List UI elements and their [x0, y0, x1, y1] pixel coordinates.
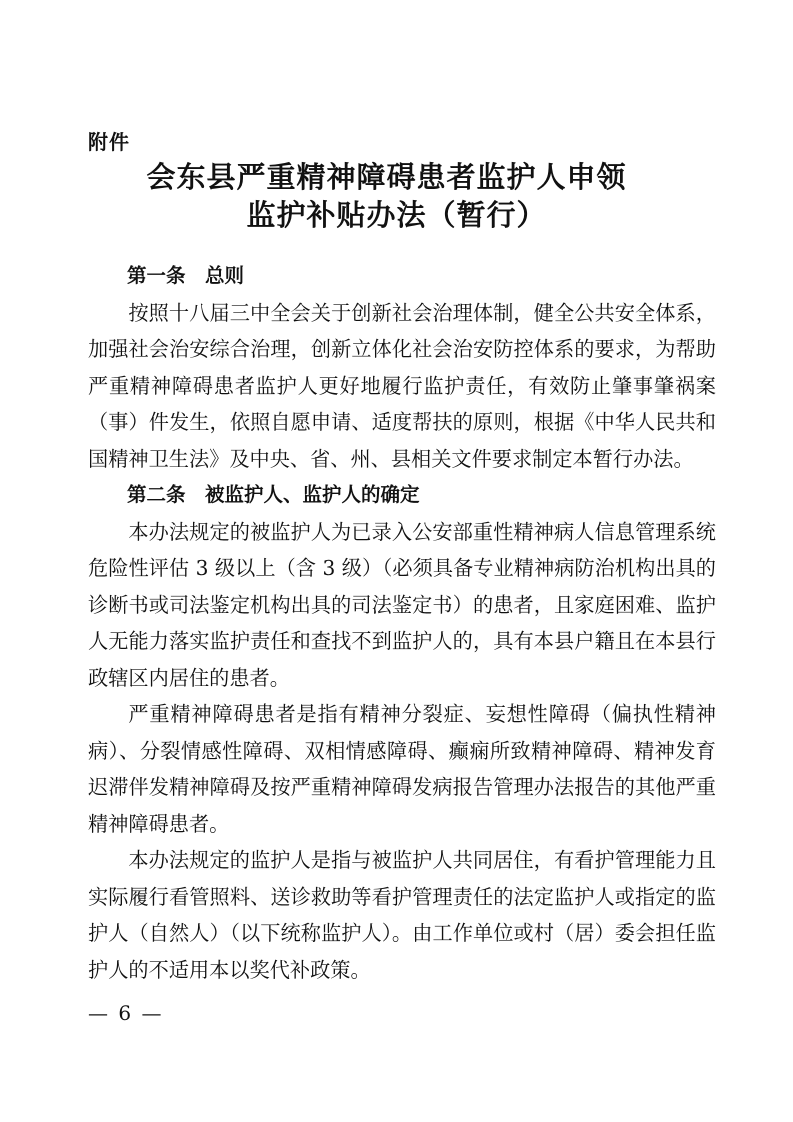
article-1-paragraph: 按照十八届三中全会关于创新社会治理体制，健全公共安全体系，加强社会治安综合治理，创新立体化社会治安防控体系的要求，为帮助严重精神障碍患者监护人更好地履行监护责任，有效防止肇事肇祸案（事）件发生，依照自愿申请、适度帮扶的原则，根据《中华人民共和国精神卫生法》及中央、省、州、县相关文件要求制定本暂行办法。: [88, 300, 716, 471]
article-2-paragraph-2: 严重精神障碍患者是指有精神分裂症、妄想性障碍（偏执性精神病）、分裂情感性障碍、双相情感障碍、癫痫所致精神障碍、精神发育迟滞伴发精神障碍及按严重精神障碍发病报告管理办法报告的其他严重精神障碍患者。: [88, 702, 716, 836]
document-title-line-1: 会东县严重精神障碍患者监护人申领: [146, 160, 627, 194]
article-2-heading: 第二条 被监护人、监护人的确定: [127, 483, 420, 506]
document-title-line-2: 监护补贴办法（暂行）: [246, 198, 547, 232]
article-2-paragraph-3: 本办法规定的监护人是指与被监护人共同居住，有看护管理能力且实际履行看管照料、送诊救助等看护管理责任的法定监护人或指定的监护人（自然人）（以下统称监护人）。由工作单位或村（居）委会担任监护人的不适用本以奖代补政策。: [88, 848, 716, 982]
article-2-paragraph-1: 本办法规定的被监护人为已录入公安部重性精神病人信息管理系统危险性评估 3 级以上（含 3 级）（必须具备专业精神病防治机构出具的诊断书或司法鉴定机构出具的司法鉴定书）的患者，且家庭困难、监护人无能力落实监护责任和查找不到监护人的，具有本县户籍且在本县行政辖区内居住的患者。: [88, 519, 716, 690]
attachment-label: 附件: [88, 130, 130, 154]
document-body: [88, 258, 716, 988]
article-1-heading: 第一条 总则: [127, 264, 245, 287]
page-number: — 6 —: [88, 1001, 164, 1025]
